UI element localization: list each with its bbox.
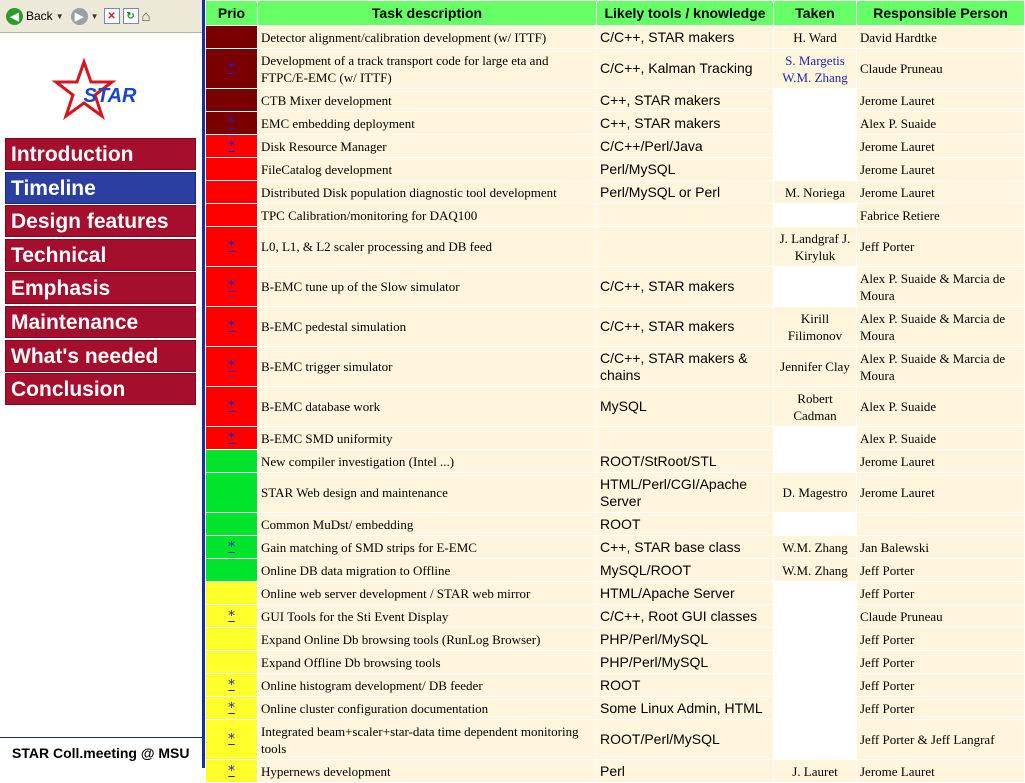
tools-cell: C/C++, STAR makers: [597, 26, 774, 49]
task-table-area: [202, 0, 1024, 779]
priority-cell: [206, 697, 258, 720]
table-row: [206, 267, 1025, 307]
taken-cell: [774, 605, 857, 628]
table-row: [206, 204, 1025, 227]
header-tools: Likely tools / knowledge: [597, 1, 774, 26]
table-row: [206, 674, 1025, 697]
taken-cell: [774, 697, 857, 720]
taken-cell: [774, 450, 857, 473]
responsible-person-cell: Jerome Lauret: [857, 181, 1025, 204]
priority-cell: [206, 112, 258, 135]
tools-cell: C/C++, STAR makers: [597, 267, 774, 307]
tools-cell: HTML/Perl/CGI/Apache Server: [597, 473, 774, 513]
forward-dropdown-icon[interactable]: ▼: [90, 11, 99, 21]
tools-cell: MySQL/ROOT: [597, 559, 774, 582]
table-row: [206, 307, 1025, 347]
task-description-cell: Hypernews development: [258, 760, 597, 783]
responsible-person-cell: Jerome Lauret: [857, 89, 1025, 112]
tools-cell: C++, STAR base class: [597, 536, 774, 559]
responsible-person-cell: Jeff Porter: [857, 559, 1025, 582]
header-taken: Taken: [774, 1, 857, 26]
nav-item-design-features[interactable]: Design features: [5, 205, 196, 237]
priority-star-link[interactable]: *: [228, 539, 235, 555]
task-description-cell: CTB Mixer development: [258, 89, 597, 112]
task-description-cell: B-EMC pedestal simulation: [258, 307, 597, 347]
task-description-cell: Online histogram development/ DB feeder: [258, 674, 597, 697]
responsible-person-cell: Jeff Porter: [857, 674, 1025, 697]
forward-button[interactable]: [69, 5, 101, 27]
task-description-cell: EMC embedding deployment: [258, 112, 597, 135]
task-table: [205, 0, 1025, 783]
table-row: [206, 158, 1025, 181]
priority-cell: [206, 605, 258, 628]
star-logo: [54, 60, 140, 124]
responsible-person-cell: Claude Pruneau: [857, 49, 1025, 89]
taken-cell: [774, 582, 857, 605]
taken-cell: [774, 112, 857, 135]
taken-cell: [774, 628, 857, 651]
taken-cell: [774, 674, 857, 697]
task-description-cell: Gain matching of SMD strips for E-EMC: [258, 536, 597, 559]
task-description-cell: New compiler investigation (Intel ...): [258, 450, 597, 473]
task-description-cell: B-EMC tune up of the Slow simulator: [258, 267, 597, 307]
task-description-cell: TPC Calibration/monitoring for DAQ100: [258, 204, 597, 227]
task-description-cell: GUI Tools for the Sti Event Display: [258, 605, 597, 628]
taken-cell: D. Magestro: [774, 473, 857, 513]
back-arrow-icon: ◀: [6, 8, 23, 25]
task-description-cell: Online web server development / STAR web mirror: [258, 582, 597, 605]
responsible-person-cell: [857, 513, 1025, 536]
responsible-person-cell: Jan Balewski: [857, 536, 1025, 559]
header-prio: Prio: [206, 1, 258, 26]
tools-cell: C++, STAR makers: [597, 112, 774, 135]
responsible-person-cell: Alex P. Suaide & Marcia de Moura: [857, 267, 1025, 307]
table-header-row: [206, 1, 1025, 26]
table-row: [206, 536, 1025, 559]
table-row: [206, 347, 1025, 387]
table-row: [206, 513, 1025, 536]
priority-star-link[interactable]: *: [228, 763, 235, 779]
table-row: [206, 450, 1025, 473]
task-description-cell: B-EMC database work: [258, 387, 597, 427]
responsible-person-cell: Jeff Porter: [857, 651, 1025, 674]
tools-cell: C/C++, Root GUI classes: [597, 605, 774, 628]
task-description-cell: Disk Resource Manager: [258, 135, 597, 158]
table-row: [206, 49, 1025, 89]
responsible-person-cell: Claude Pruneau: [857, 605, 1025, 628]
tools-cell: Perl: [597, 760, 774, 783]
back-button[interactable]: [4, 5, 66, 27]
taken-cell: [774, 720, 857, 760]
taken-cell: Kirill Filimonov: [774, 307, 857, 347]
task-description-cell: STAR Web design and maintenance: [258, 473, 597, 513]
task-description-cell: B-EMC SMD uniformity: [258, 427, 597, 450]
priority-cell: [206, 536, 258, 559]
task-description-cell: FileCatalog development: [258, 158, 597, 181]
priority-star-link[interactable]: *: [228, 61, 235, 76]
task-description-cell: Expand Online Db browsing tools (RunLog Browser): [258, 628, 597, 651]
task-description-cell: Online cluster configuration documentation: [258, 697, 597, 720]
table-row: [206, 697, 1025, 720]
priority-cell: [206, 473, 258, 513]
tools-cell: C++, STAR makers: [597, 89, 774, 112]
slide-nav-menu: [5, 138, 196, 407]
responsible-person-cell: Jeff Porter: [857, 697, 1025, 720]
nav-item-emphasis[interactable]: Emphasis: [5, 272, 196, 304]
tools-cell: Some Linux Admin, HTML: [597, 697, 774, 720]
task-table-body: [206, 26, 1025, 783]
tools-cell: PHP/Perl/MySQL: [597, 651, 774, 674]
taken-cell: [774, 427, 857, 450]
tools-cell: C/C++, STAR makers: [597, 307, 774, 347]
task-description-cell: Online DB data migration to Offline: [258, 559, 597, 582]
taken-cell: W.M. Zhang: [774, 559, 857, 582]
header-task-description: Task description: [258, 1, 597, 26]
priority-cell: [206, 204, 258, 227]
priority-star-link[interactable]: *: [228, 677, 235, 693]
taken-cell: [774, 158, 857, 181]
table-row: [206, 181, 1025, 204]
taken-cell: [774, 651, 857, 674]
tools-cell: C/C++/Perl/Java: [597, 135, 774, 158]
tools-cell: ROOT/Perl/MySQL: [597, 720, 774, 760]
priority-star-link[interactable]: *: [228, 430, 235, 446]
priority-star-link[interactable]: *: [228, 608, 235, 624]
priority-cell: [206, 135, 258, 158]
table-row: [206, 473, 1025, 513]
tools-cell: [597, 427, 774, 450]
priority-star-link[interactable]: *: [228, 732, 235, 747]
task-description-cell: Common MuDst/ embedding: [258, 513, 597, 536]
slide-sidebar: [0, 34, 202, 768]
priority-star-link[interactable]: *: [228, 399, 235, 414]
taken-cell: [774, 204, 857, 227]
priority-cell: [206, 582, 258, 605]
refresh-icon[interactable]: ↻: [123, 8, 139, 24]
responsible-person-cell: Alex P. Suaide: [857, 427, 1025, 450]
table-row: [206, 227, 1025, 267]
taken-cell: H. Ward: [774, 26, 857, 49]
task-description-cell: Detector alignment/calibration development (w/ ITTF): [258, 26, 597, 49]
priority-cell: [206, 49, 258, 89]
header-responsible-person: Responsible Person: [857, 1, 1025, 26]
responsible-person-cell: Alex P. Suaide & Marcia de Moura: [857, 307, 1025, 347]
responsible-person-cell: Jerome Lauret: [857, 473, 1025, 513]
table-row: [206, 112, 1025, 135]
taken-cell: W.M. Zhang: [774, 536, 857, 559]
task-description-cell: Integrated beam+scaler+star-data time dependent monitoring tools: [258, 720, 597, 760]
taken-cell: [774, 513, 857, 536]
task-description-cell: Expand Offline Db browsing tools: [258, 651, 597, 674]
task-description-cell: Development of a track transport code for large eta and FTPC/E-EMC (w/ ITTF): [258, 49, 597, 89]
taken-cell: S. Margetis W.M. Zhang: [774, 49, 857, 89]
tools-cell: Perl/MySQL: [597, 158, 774, 181]
responsible-person-cell: Alex P. Suaide & Marcia de Moura: [857, 347, 1025, 387]
tools-cell: ROOT: [597, 674, 774, 697]
priority-cell: [206, 347, 258, 387]
table-row: [206, 628, 1025, 651]
responsible-person-cell: Fabrice Retiere: [857, 204, 1025, 227]
priority-cell: [206, 674, 258, 697]
browser-toolbar: [0, 0, 204, 33]
table-row: [206, 605, 1025, 628]
responsible-person-cell: Alex P. Suaide: [857, 112, 1025, 135]
nav-item-introduction[interactable]: Introduction: [5, 138, 196, 170]
priority-cell: [206, 26, 258, 49]
priority-star-link[interactable]: *: [228, 115, 235, 131]
home-icon[interactable]: ⌂: [141, 7, 151, 25]
priority-cell: [206, 267, 258, 307]
responsible-person-cell: Jerome Lauret: [857, 760, 1025, 783]
responsible-person-cell: Jerome Lauret: [857, 450, 1025, 473]
responsible-person-cell: Jeff Porter & Jeff Langraf: [857, 720, 1025, 760]
table-row: [206, 89, 1025, 112]
slide-footer: STAR Coll.meeting @ MSU: [0, 737, 202, 768]
priority-cell: [206, 227, 258, 267]
star-logo-text: STAR: [83, 85, 137, 107]
priority-star-link[interactable]: *: [228, 279, 235, 294]
task-description-cell: L0, L1, & L2 scaler processing and DB feed: [258, 227, 597, 267]
taken-cell: J. Landgraf J. Kiryluk: [774, 227, 857, 267]
stop-icon[interactable]: ✕: [104, 8, 120, 24]
table-row: [206, 387, 1025, 427]
priority-cell: [206, 651, 258, 674]
tools-cell: ROOT: [597, 513, 774, 536]
taken-cell: Robert Cadman: [774, 387, 857, 427]
table-row: [206, 720, 1025, 760]
tools-cell: MySQL: [597, 387, 774, 427]
back-dropdown-icon[interactable]: ▼: [55, 11, 64, 21]
responsible-person-cell: Jeff Porter: [857, 628, 1025, 651]
taken-cell: Jennifer Clay: [774, 347, 857, 387]
tools-cell: C/C++, Kalman Tracking: [597, 49, 774, 89]
task-description-cell: Distributed Disk population diagnostic tool development: [258, 181, 597, 204]
tools-cell: Perl/MySQL or Perl: [597, 181, 774, 204]
responsible-person-cell: Alex P. Suaide: [857, 387, 1025, 427]
tools-cell: HTML/Apache Server: [597, 582, 774, 605]
taken-cell: J. Lauret: [774, 760, 857, 783]
priority-cell: [206, 181, 258, 204]
tools-cell: [597, 227, 774, 267]
priority-star-link[interactable]: *: [228, 138, 235, 154]
table-row: [206, 651, 1025, 674]
forward-arrow-icon: ▶: [71, 8, 88, 25]
priority-cell: [206, 307, 258, 347]
priority-cell: [206, 158, 258, 181]
priority-star-link[interactable]: *: [228, 239, 235, 254]
table-row: [206, 582, 1025, 605]
tools-cell: PHP/Perl/MySQL: [597, 628, 774, 651]
priority-star-link[interactable]: *: [228, 359, 235, 374]
responsible-person-cell: Jeff Porter: [857, 582, 1025, 605]
priority-cell: [206, 513, 258, 536]
priority-cell: [206, 559, 258, 582]
nav-item-maintenance[interactable]: Maintenance: [5, 306, 196, 338]
table-row: [206, 559, 1025, 582]
nav-item-conclusion[interactable]: Conclusion: [5, 373, 196, 405]
nav-item-what-s-needed[interactable]: What's needed: [5, 340, 196, 372]
tools-cell: C/C++, STAR makers & chains: [597, 347, 774, 387]
nav-item-technical[interactable]: Technical: [5, 239, 196, 271]
responsible-person-cell: David Hardtke: [857, 26, 1025, 49]
responsible-person-cell: Jeff Porter: [857, 227, 1025, 267]
nav-item-timeline[interactable]: Timeline: [5, 172, 196, 204]
taken-cell: [774, 135, 857, 158]
priority-cell: [206, 720, 258, 760]
taken-cell: [774, 267, 857, 307]
priority-cell: [206, 89, 258, 112]
table-row: [206, 760, 1025, 783]
priority-cell: [206, 628, 258, 651]
table-row: [206, 135, 1025, 158]
priority-cell: [206, 427, 258, 450]
back-label: Back: [26, 9, 53, 23]
tools-cell: ROOT/StRoot/STL: [597, 450, 774, 473]
priority-cell: [206, 760, 258, 783]
priority-star-link[interactable]: *: [228, 319, 235, 334]
responsible-person-cell: Jerome Lauret: [857, 135, 1025, 158]
priority-cell: [206, 450, 258, 473]
taken-cell: [774, 89, 857, 112]
table-row: [206, 26, 1025, 49]
table-row: [206, 427, 1025, 450]
priority-star-link[interactable]: *: [228, 700, 235, 716]
taken-cell: M. Noriega: [774, 181, 857, 204]
priority-cell: [206, 387, 258, 427]
tools-cell: [597, 204, 774, 227]
task-description-cell: B-EMC trigger simulator: [258, 347, 597, 387]
responsible-person-cell: Jerome Lauret: [857, 158, 1025, 181]
